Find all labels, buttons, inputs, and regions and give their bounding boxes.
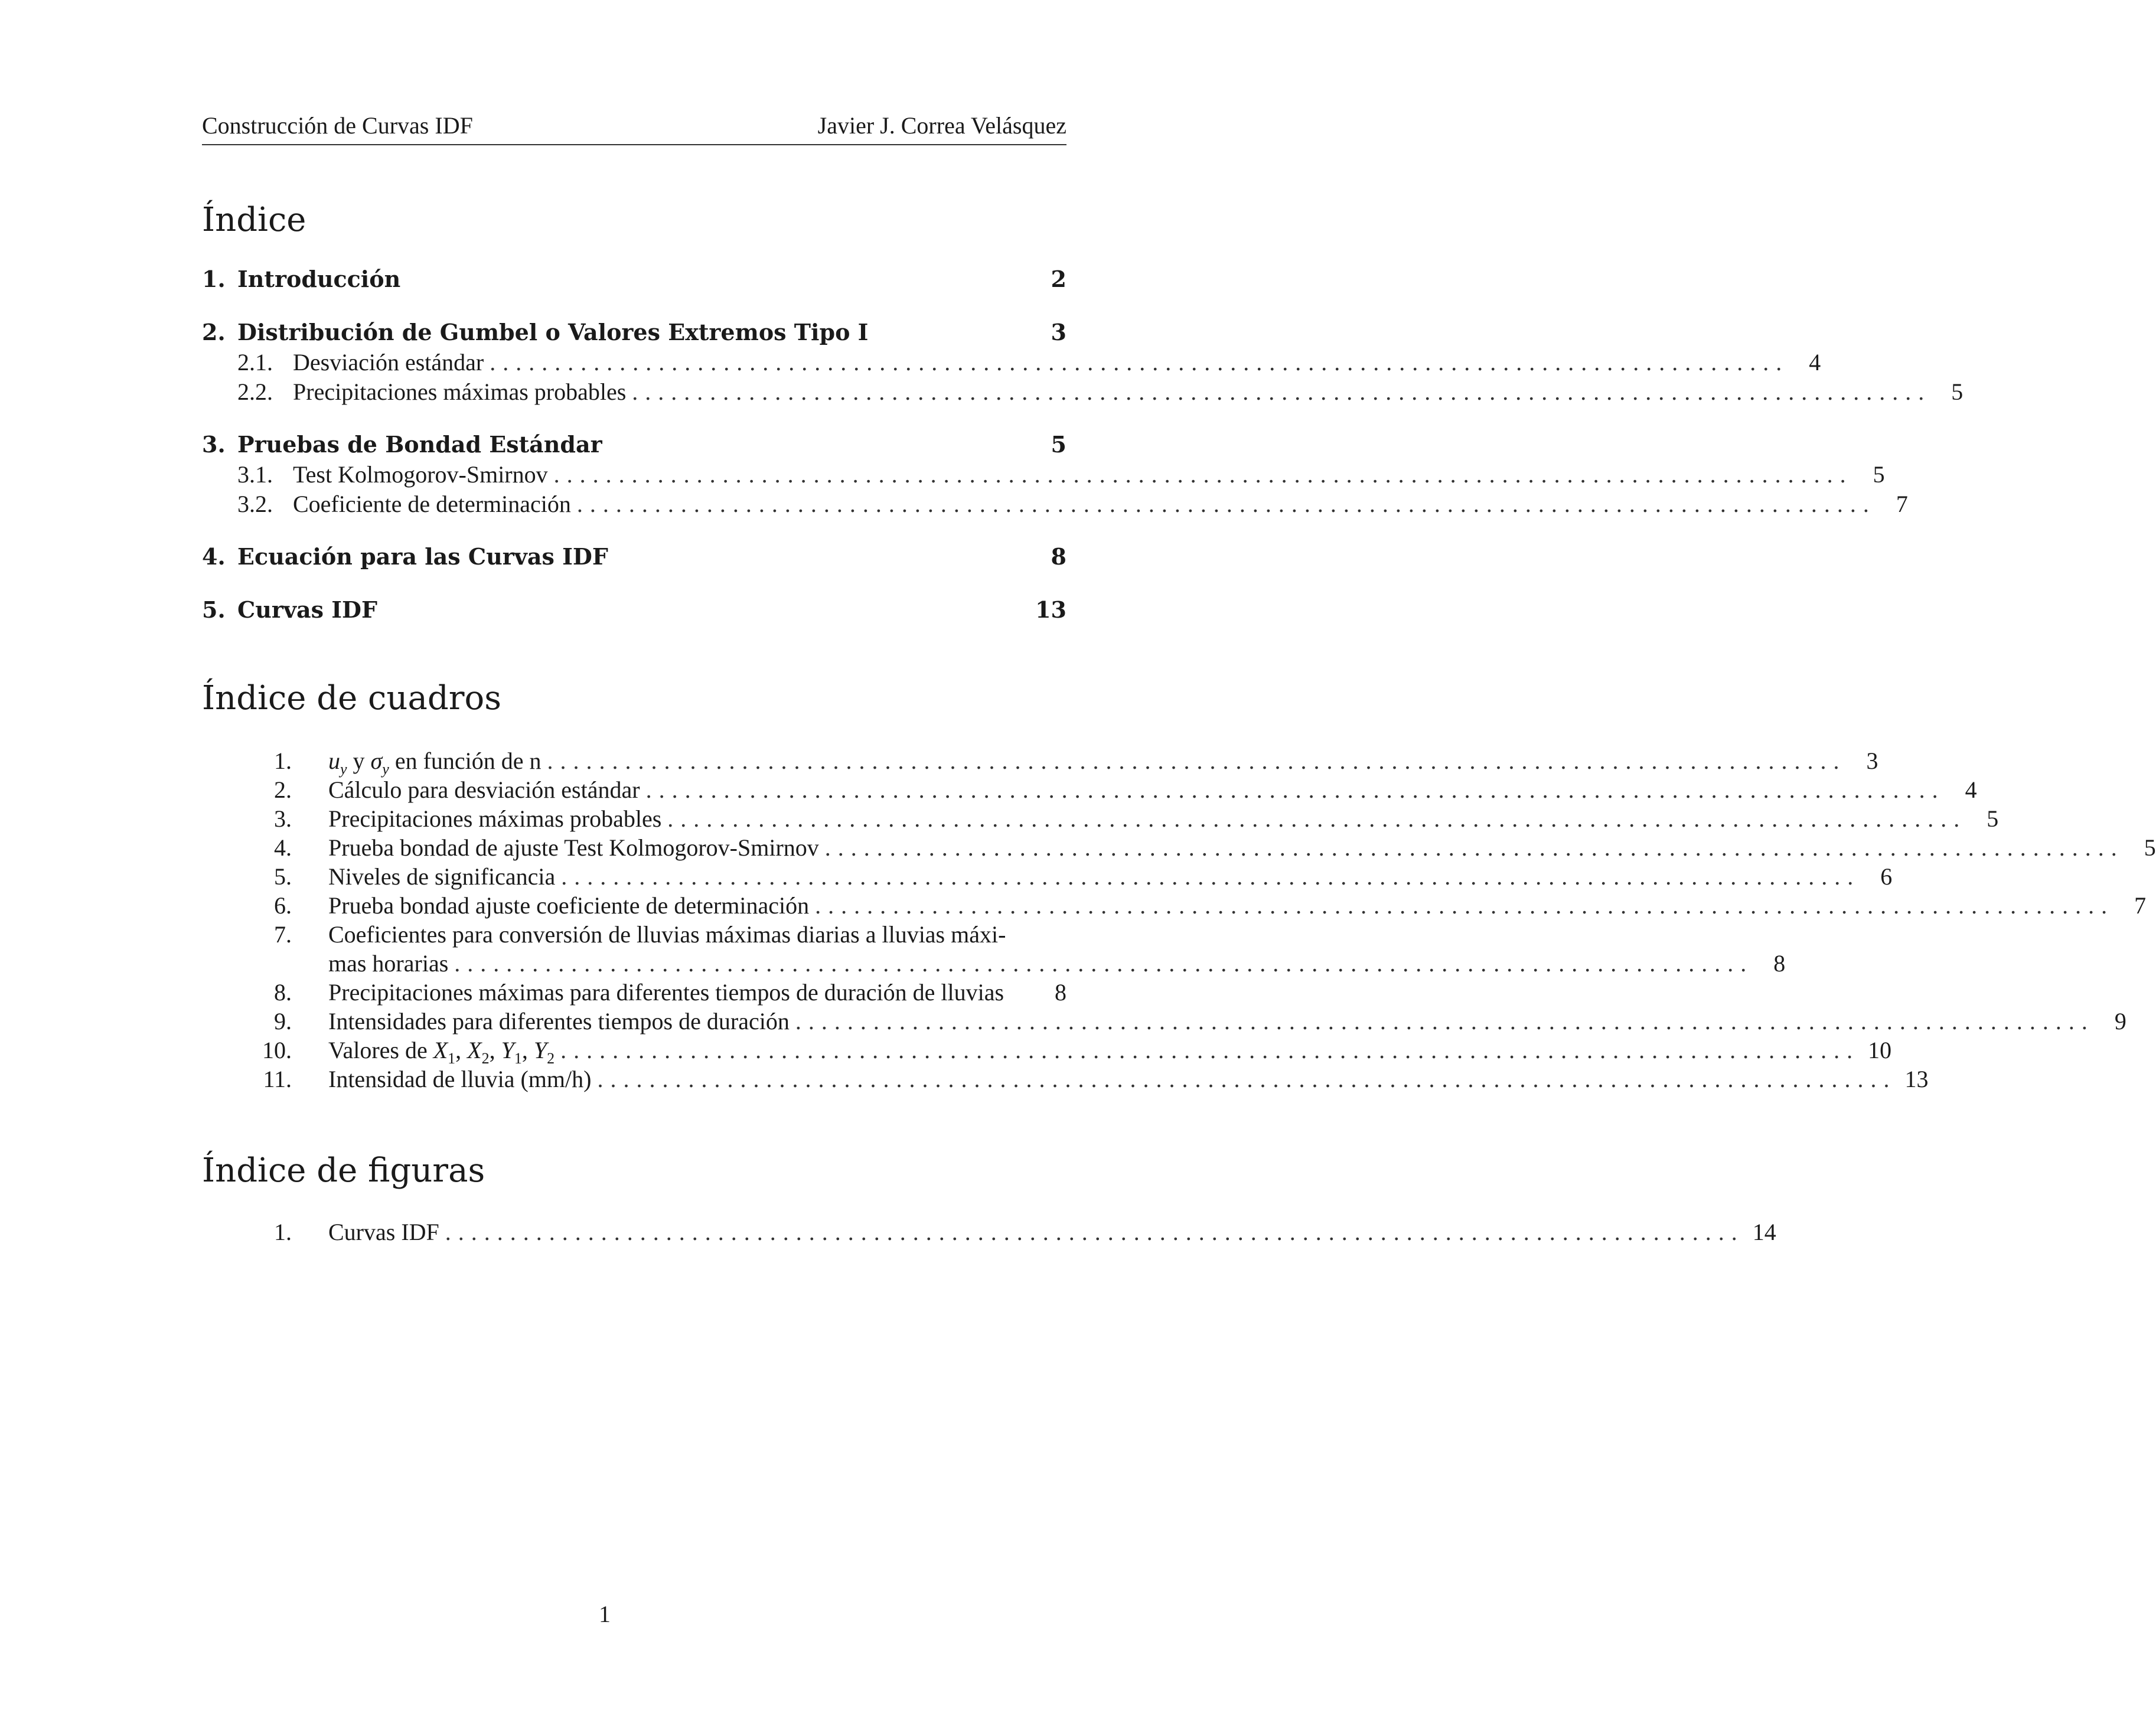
figure-list-entry[interactable]: 1. Curvas IDF .................................................................................................... 14 [274, 1219, 1776, 1245]
leader-dots: .................................................................................................... [597, 1066, 1897, 1092]
leader-dots: .................................................................................................... [824, 834, 2124, 861]
leader-dots: .................................................................................................... [490, 349, 1789, 376]
header-author: Javier J. Correa Velásquez [817, 112, 1066, 139]
leader-dots: .................................................................................................... [645, 776, 1945, 803]
toc-heading: Índice [202, 201, 306, 239]
table-list-entry[interactable]: 8. Precipitaciones máximas para diferentes tiempos de duración de lluvias 8 [274, 979, 1066, 1006]
table-list-entry[interactable]: 7. Coeficientes para conversión de lluvias máximas diarias a lluvias máxi- [274, 921, 1006, 948]
table-list-entry-continuation[interactable]: mas horarias .................................................................................................... 8 [328, 950, 1786, 977]
table-list-entry[interactable]: 9. Intensidades para diferentes tiempos de duración .................................................................................................... 9 [274, 1008, 2126, 1035]
page-number: 1 [599, 1601, 611, 1627]
toc-entry[interactable]: 5. Curvas IDF 13 [202, 596, 1066, 623]
leader-dots: .................................................................................................... [576, 491, 1876, 517]
toc-subentry[interactable]: 2.1. Desviación estándar .................................................................................................... 4 [237, 349, 1821, 376]
figures-heading: Índice de figuras [202, 1151, 485, 1190]
leader-dots: .................................................................................................... [553, 461, 1853, 488]
table-list-entry[interactable]: 11. Intensidad de lluvia (mm/h) .................................................................................................... 13 [263, 1066, 1929, 1092]
toc-entry[interactable]: 3. Pruebas de Bondad Estándar 5 [202, 431, 1066, 458]
table-list-entry[interactable]: 10. Valores de $X_1$, $X_2$, $Y_1$, $Y_2$ .................................................................................................... 10 [262, 1037, 1892, 1067]
leader-dots: .................................................................................................... [815, 892, 2115, 919]
leader-dots: .................................................................................................... [560, 1037, 1860, 1063]
toc-subentry[interactable]: 3.2. Coeficiente de determinación .................................................................................................... 7 [237, 491, 1908, 517]
leader-dots: .................................................................................................... [667, 805, 1967, 832]
leader-dots: .................................................................................................... [445, 1219, 1744, 1245]
table-list-entry[interactable]: 1. $u_y$ y $\sigma_y$ en función de n .................................................................................................... 3 [274, 748, 1878, 778]
leader-dots: .................................................................................................... [454, 950, 1754, 977]
table-list-entry[interactable]: 2. Cálculo para desviación estándar .................................................................................................... 4 [274, 776, 1977, 803]
table-list-entry[interactable]: 3. Precipitaciones máximas probables .................................................................................................... 5 [274, 805, 1999, 832]
toc-subentry[interactable]: 3.1. Test Kolmogorov-Smirnov .................................................................................................... 5 [237, 461, 1885, 488]
toc-subentry[interactable]: 2.2. Precipitaciones máximas probables .................................................................................................... 5 [237, 378, 1963, 405]
toc-entry[interactable]: 4. Ecuación para las Curvas IDF 8 [202, 543, 1066, 570]
table-list-entry[interactable]: 6. Prueba bondad ajuste coeficiente de determinación .................................................................................................... 7 [274, 892, 2147, 919]
header-title: Construcción de Curvas IDF [202, 112, 473, 139]
toc-entry[interactable]: 1. Introducción 2 [202, 266, 1066, 292]
table-list-entry[interactable]: 4. Prueba bondad de ajuste Test Kolmogorov-Smirnov .................................................................................................... 5 [274, 834, 2156, 861]
leader-dots: .................................................................................................... [632, 378, 1932, 405]
leader-dots: .................................................................................................... [795, 1008, 2095, 1035]
leader-dots: .................................................................................................... [547, 748, 1847, 774]
running-header [202, 112, 1066, 145]
leader-dots: .................................................................................................... [561, 863, 1861, 890]
table-list-entry[interactable]: 5. Niveles de significancia .................................................................................................... 6 [274, 863, 1893, 890]
tables-heading: Índice de cuadros [202, 679, 501, 717]
toc-entry[interactable]: 2. Distribución de Gumbel o Valores Extremos Tipo I 3 [202, 319, 1066, 345]
